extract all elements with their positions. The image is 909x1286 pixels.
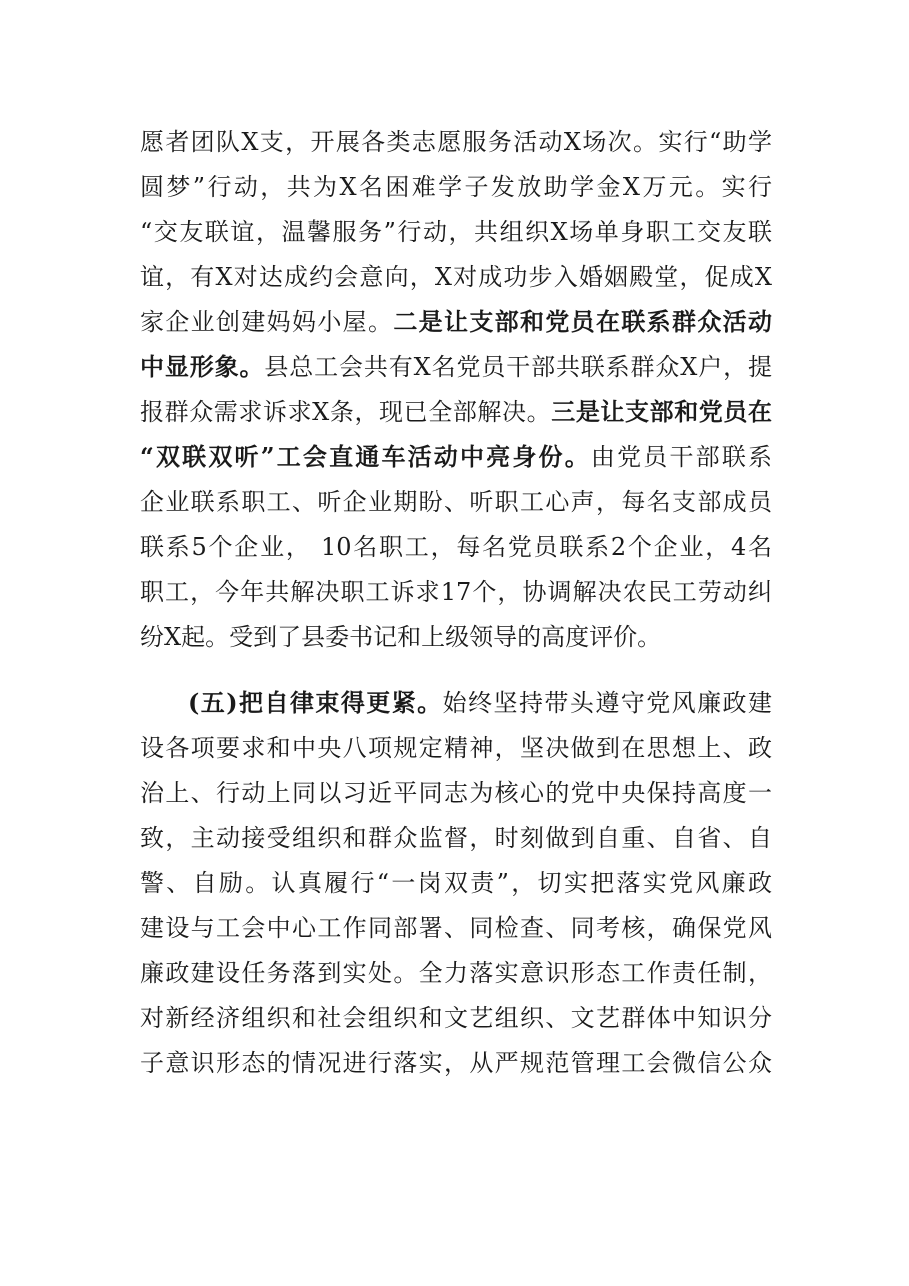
text-line: “双联双听”工会直通车活动中亮身份。由党员干部联系 bbox=[140, 442, 773, 471]
text-line: “交友联谊，温馨服务”行动，共组织X场单身职工交友联 bbox=[140, 218, 772, 246]
text-line: 纷X起。受到了县委书记和上级领导的高度评价。 bbox=[140, 623, 662, 651]
text-line: 家企业创建妈妈小屋。二是让支部和党员在联系群众活动 bbox=[140, 307, 773, 336]
text-line: 报群众需求诉求X条，现已全部解决。三是让支部和党员在 bbox=[140, 397, 773, 426]
text-line: 愿者团队X支，开展各类志愿服务活动X场次。实行“助学 bbox=[140, 128, 772, 156]
text-line: 职工，今年共解决职工诉求17个，协调解决农民工劳动纠 bbox=[140, 578, 772, 606]
text-line: 联系5个企业， 10名职工，每名党员联系2个企业，4名 bbox=[140, 533, 772, 561]
section-heading-line: (五)把自律束得更紧。始终坚持带头遵守党风廉政建 bbox=[188, 688, 773, 717]
text-line: 圆梦”行动，共为X名困难学子发放助学金X万元。实行 bbox=[140, 173, 772, 201]
text-line: 治上、行动上同以习近平同志为核心的党中央保持高度一 bbox=[140, 779, 772, 807]
text-line: 谊，有X对达成约会意向，X对成功步入婚姻殿堂，促成X bbox=[140, 263, 772, 291]
text-line: 企业联系职工、听企业期盼、听职工心声，每名支部成员 bbox=[140, 488, 772, 516]
text-line: 致，主动接受组织和群众监督，时刻做到自重、自省、自 bbox=[140, 824, 772, 852]
text-line: 中显形象。县总工会共有X名党员干部共联系群众X户，提 bbox=[140, 352, 773, 381]
text-line: 建设与工会中心工作同部署、同检查、同考核，确保党风 bbox=[140, 914, 772, 942]
text-line: 警、自励。认真履行“一岗双责”，切实把落实党风廉政 bbox=[140, 869, 772, 897]
text-line: 廉政建设任务落到实处。全力落实意识形态工作责任制， bbox=[140, 959, 772, 987]
text-line: 对新经济组织和社会组织和文艺组织、文艺群体中知识分 bbox=[140, 1004, 772, 1032]
text-line: 子意识形态的情况进行落实，从严规范管理工会微信公众 bbox=[140, 1049, 772, 1077]
text-line: 设各项要求和中央八项规定精神，坚决做到在思想上、政 bbox=[140, 734, 772, 762]
